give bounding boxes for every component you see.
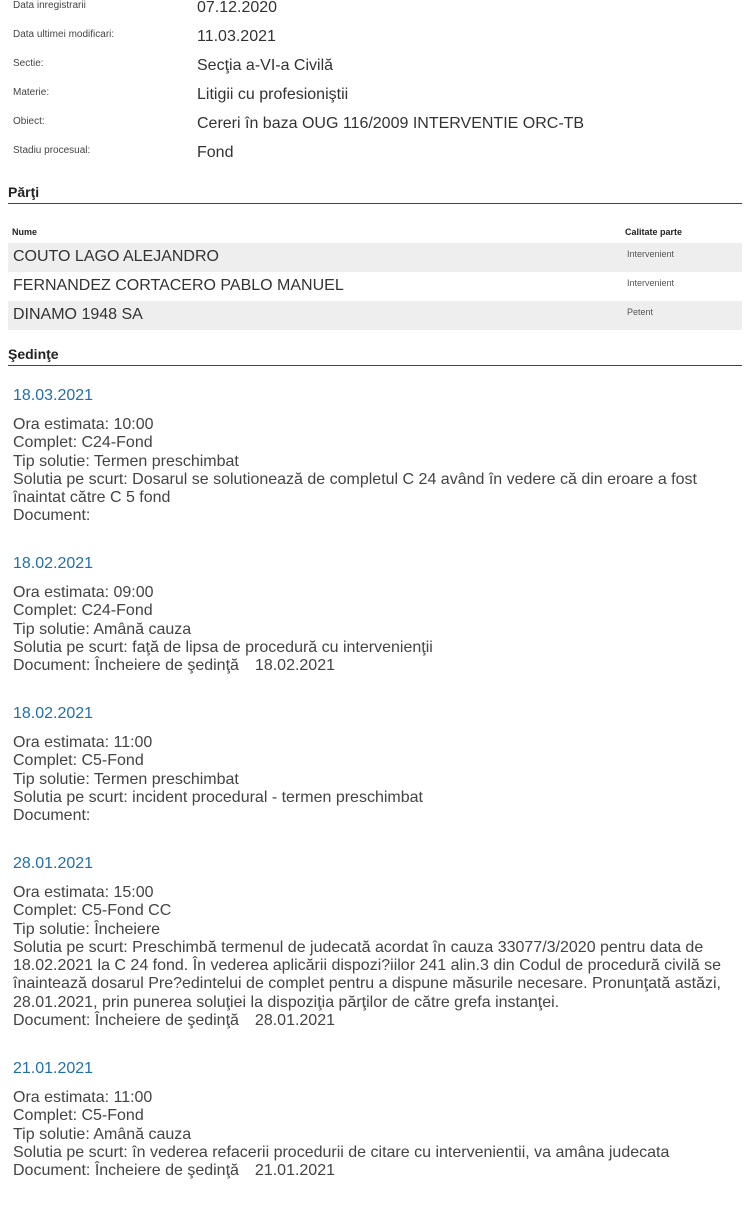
session-date: 18.03.2021	[13, 387, 94, 404]
column-header-name: Nume	[12, 227, 38, 237]
session-date: 28.01.2021	[13, 855, 94, 872]
info-value: Cereri în baza OUG 116/2009 INTERVENTIE ORC-TB	[197, 115, 585, 132]
session-entry	[13, 1059, 741, 1180]
info-row-procedural-stage	[0, 145, 750, 174]
party-role: Intervenient	[627, 278, 675, 288]
session-solution-summary: Solutia pe scurt: în vederea refacerii procedurii de citare cu intervenientii, va amâna judecata	[13, 1143, 670, 1161]
party-row	[8, 243, 742, 272]
document-date: 21.01.2021	[254, 1162, 335, 1180]
session-time: Ora estimata: 10:00	[13, 416, 154, 433]
info-row-matter	[0, 87, 750, 116]
session-date: 21.01.2021	[13, 1060, 94, 1077]
party-role: Intervenient	[627, 249, 675, 259]
session-solution-summary: Solutia pe scurt: Dosarul se solutionează de completul C 24 având în vedere că din eroare a fost înaintat către C 5 fond	[13, 470, 697, 507]
session-entry	[13, 554, 741, 675]
session-entry	[13, 854, 741, 1030]
parties-table-header	[8, 224, 742, 242]
document-date: 18.02.2021	[254, 657, 335, 675]
info-label: Data ultimei modificari:	[13, 29, 115, 40]
party-name: FERNANDEZ CORTACERO PABLO MANUEL	[13, 277, 344, 294]
info-value: 11.03.2021	[197, 28, 276, 45]
session-panel: Complet: C5-Fond CC	[13, 902, 172, 920]
info-row-last-modified	[0, 29, 750, 58]
session-document	[13, 1012, 741, 1030]
session-time: Ora estimata: 09:00	[13, 584, 154, 601]
session-solution-summary: Solutia pe scurt: incident procedural - termen preschimbat	[13, 788, 423, 806]
document-label: Document: Încheiere de şedinţă	[13, 1012, 239, 1030]
session-panel: Complet: C5-Fond	[13, 1107, 144, 1125]
info-value: Secţia a-VI-a Civilă	[197, 57, 334, 74]
info-value: Litigii cu profesioniştii	[197, 86, 349, 103]
info-label: Stadiu procesual:	[13, 145, 91, 156]
session-solution-type: Tip solutie: Termen preschimbat	[13, 452, 239, 470]
parties-section-title: Părţi	[8, 184, 742, 204]
session-solution-type: Tip solutie: Amână cauza	[13, 620, 192, 638]
info-label: Materie:	[13, 87, 50, 98]
session-document	[13, 1162, 741, 1180]
session-solution-summary: Solutia pe scurt: Preschimbă termenul de judecată acordat în cauza 33077/3/2020 pentru data de 18.02.2021 la C 24 fond. În vederea aplicării dispozi?iilor 241 alin.3 din Codul de procedură civilă se înaintează dosarul Pre?edintelui de complet pentru a dispune măsurile necesare. Pronunţată astăzi, 28.01.2021, prin punerea soluţiei la dispoziţia părţilor de către grefa instanţei.	[13, 938, 721, 1011]
session-date: 18.02.2021	[13, 555, 94, 572]
document-label: Document:	[13, 507, 91, 525]
info-label: Obiect:	[13, 116, 45, 127]
info-value: Fond	[197, 144, 234, 161]
document-date: 28.01.2021	[254, 1012, 335, 1030]
sessions-section-title: Şedinţe	[8, 346, 742, 366]
session-document	[13, 507, 741, 525]
session-solution-type: Tip solutie: Amână cauza	[13, 1125, 192, 1143]
document-label: Document: Încheiere de şedinţă	[13, 1162, 239, 1180]
session-solution-summary: Solutia pe scurt: faţă de lipsa de procedură cu intervenienţii	[13, 638, 433, 656]
session-entry	[13, 704, 741, 825]
info-label: Data inregistrarii	[13, 0, 86, 11]
info-row-section	[0, 58, 750, 87]
session-time: Ora estimata: 15:00	[13, 884, 154, 901]
info-value: 07.12.2020	[197, 0, 278, 16]
session-time: Ora estimata: 11:00	[13, 1089, 153, 1106]
session-document	[13, 657, 741, 675]
party-role: Petent	[627, 307, 654, 317]
session-solution-type: Tip solutie: Termen preschimbat	[13, 770, 239, 788]
column-header-role: Calitate parte	[625, 227, 683, 237]
session-panel: Complet: C24-Fond	[13, 434, 153, 452]
session-panel: Complet: C5-Fond	[13, 752, 144, 770]
info-row-object	[0, 116, 750, 145]
party-name: DINAMO 1948 SA	[13, 306, 143, 323]
party-row	[8, 272, 742, 301]
party-name: COUTO LAGO ALEJANDRO	[13, 248, 219, 265]
document-label: Document:	[13, 807, 91, 825]
session-time: Ora estimata: 11:00	[13, 734, 153, 751]
session-panel: Complet: C24-Fond	[13, 602, 153, 620]
document-label: Document: Încheiere de şedinţă	[13, 657, 239, 675]
info-label: Sectie:	[13, 58, 44, 69]
session-document	[13, 807, 741, 825]
session-date: 18.02.2021	[13, 705, 94, 722]
party-row	[8, 301, 742, 330]
session-entry	[13, 386, 741, 526]
info-row-registration-date	[0, 0, 750, 29]
session-solution-type: Tip solutie: Încheiere	[13, 920, 161, 938]
